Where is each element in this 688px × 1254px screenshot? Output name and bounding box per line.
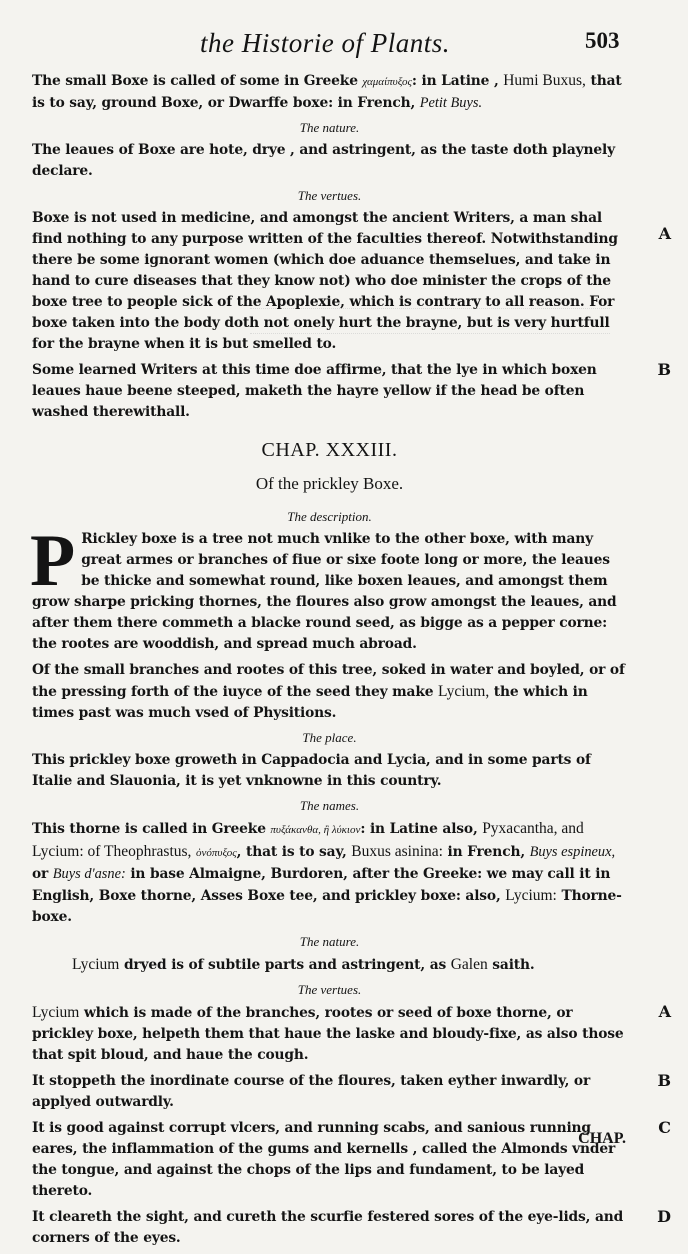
paragraph-vertues-a: Boxe is not used in medicine, and amongst the ancient Writers, a man shal find nothing to any purpose written of the faculties thereof. Notwithstanding there be some ignorant women (which doe aduance themselues, and take in hand to cure diseases that they know not) who doe minister the crops of the boxe tree to people sick of the Apoplexie, which is contrary to all reason. For boxe taken into the body doth not onely hurt the brayne, but is very hurtfull for the brayne when it is but smelled to. A xyxy=(32,210,671,352)
paragraph-vertues-2a: Lycium which is made of the branches, rootes or seed of boxe thorne, or prickley boxe, helpeth them that haue the laske and bloudy-fixe, as also those that spit bloud, and haue the cough. A xyxy=(32,1002,671,1063)
paragraph-vertues-2d: It cleareth the sight, and cureth the scurfie festered sores of the eye-lids, and corners of the eyes. D xyxy=(32,1207,671,1246)
paragraph-names: This thorne is called in Greeke πυξάκανθα, ἢ λύκιον: in Latine also, Pyxacantha, and Lycium: of Theophrastus, ὀνόπυξος, that is to say, Buxus asinina: in French, Buys espineux, or Buys d'asne: in base Almaigne, Burdoren, after the Greeke: we may call it in English, Boxe thorne, Asses Boxe tee, and prickley boxe: also, Lycium: Thorne-boxe. xyxy=(32,820,622,925)
page-number: 503 xyxy=(585,28,620,53)
page-body xyxy=(30,70,671,1254)
chapter-title: CHAP. XXXIII. xyxy=(261,439,398,461)
paragraph-vertues-2b: It stoppeth the inordinate course of the floures, taken eyther inwardly, or applyed outwardly. B xyxy=(32,1071,671,1110)
margin-marker-c-2: C xyxy=(658,1118,671,1137)
heading-vertues: The vertues. xyxy=(297,188,362,203)
paragraph-description-2: Of the small branches and rootes of this tree, soked in water and boyled, or of the pressing forth of the iuyce of the seed they make Lycium, the which in times past was much vsed of Physitions. xyxy=(32,662,625,721)
margin-marker-b: B xyxy=(657,360,671,379)
heading-description: The description. xyxy=(287,509,372,524)
running-title: the Historie of Plants. xyxy=(200,28,450,58)
heading-nature: The nature. xyxy=(299,120,360,135)
page-header xyxy=(0,28,688,68)
margin-marker-b-2: B xyxy=(657,1071,671,1090)
paragraph-nature-2: Lycium dryed is of subtile parts and astringent, as Galen saith. xyxy=(72,956,535,973)
heading-nature-2: The nature. xyxy=(299,934,360,949)
paragraph-small-boxe-names: The small Boxe is called of some in Greeke χαμαίπυξος: in Latine , Humi Buxus, that is to say, ground Boxe, or Dwarffe boxe: in French, Petit Buys. xyxy=(32,72,622,111)
heading-place: The place. xyxy=(302,730,357,745)
paragraph-vertues-b: Some learned Writers at this time doe affirme, that the lye in which boxen leaues haue beene steeped, maketh the hayre yellow if the head be often washed therewithall. B xyxy=(32,360,671,420)
margin-marker-a-2: A xyxy=(658,1002,671,1021)
margin-marker-d-2: D xyxy=(657,1207,671,1226)
catchword: CHAP. xyxy=(578,1130,626,1147)
heading-vertues-2: The vertues. xyxy=(297,982,362,997)
paragraph-description: P Rickley boxe is a tree not much vnlike to the other boxe, with many great armes or branches of fiue or sixe foote long or more, the leaues be thicke and somewhat round, like boxen leaues, and amongst them grow sharpe pricking thornes, the floures also grow amongst the leaues, and after them there commeth a blacke round seed, as bigge as a pepper corne: the rootes are wooddish, and spread much abroad. xyxy=(30,520,617,652)
paragraph-nature: The leaues of Boxe are hote, drye , and astringent, as the taste doth playnely declare. xyxy=(32,142,616,179)
drop-cap: P xyxy=(30,520,76,602)
chapter-subtitle: Of the prickley Boxe. xyxy=(255,474,404,493)
margin-marker-a: A xyxy=(658,224,671,243)
paragraph-vertues-2c: It is good against corrupt vlcers, and running scabs, and sanious running eares, the inflammation of the gums and kernells , called the Almonds vnder the tongue, and against the chops of the lips and fundament, to be layed thereto. C xyxy=(32,1118,671,1199)
paragraph-place: This prickley boxe groweth in Cappadocia and Lycia, and in some parts of Italie and Slauonia, it is yet vnknowne in this country. xyxy=(32,752,591,789)
heading-names: The names. xyxy=(299,798,360,813)
